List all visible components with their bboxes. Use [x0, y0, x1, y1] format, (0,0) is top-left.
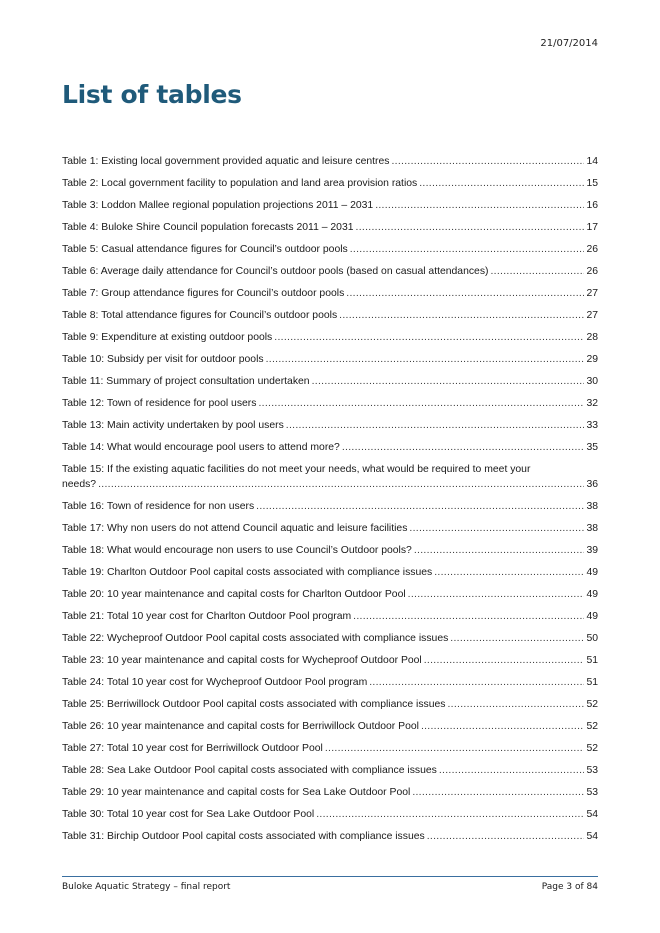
dot-leader	[421, 719, 585, 734]
toc-entry-label-continued: needs?	[62, 479, 97, 490]
toc-entry-label: Table 11: Summary of project consultation undertaken	[62, 376, 310, 387]
dot-leader	[369, 675, 584, 690]
toc-entry-page: 26	[586, 244, 598, 255]
toc-entry-label: Table 4: Buloke Shire Council population forecasts 2011 – 2031	[62, 222, 354, 233]
toc-entry-label: Table 14: What would encourage pool users to attend more?	[62, 442, 340, 453]
toc-entry-label: Table 25: Berriwillock Outdoor Pool capital costs associated with compliance issues	[62, 699, 446, 710]
dot-leader	[353, 609, 584, 624]
dot-leader	[419, 176, 584, 191]
toc-entry-page: 51	[586, 655, 598, 666]
toc-entry[interactable]	[62, 396, 598, 411]
toc-entry-page: 52	[586, 721, 598, 732]
toc-entry[interactable]	[62, 675, 598, 690]
toc-entry-label: Table 3: Loddon Mallee regional population projections 2011 – 2031	[62, 200, 374, 211]
header-date: 21/07/2014	[540, 38, 598, 49]
page-title: List of tables	[62, 80, 242, 109]
toc-entry-label: Table 22: Wycheproof Outdoor Pool capital costs associated with compliance issues	[62, 633, 449, 644]
dot-leader	[98, 477, 584, 492]
dot-leader	[286, 418, 585, 433]
toc-entry[interactable]	[62, 565, 598, 580]
dot-leader	[439, 763, 585, 778]
toc-entry-page: 54	[586, 831, 598, 842]
toc-entry[interactable]	[62, 374, 598, 389]
toc-entry[interactable]	[62, 785, 598, 800]
toc-entry-page: 26	[586, 266, 598, 277]
toc-entry[interactable]	[62, 352, 598, 367]
toc-entry-label: Table 23: 10 year maintenance and capital costs for Wycheproof Outdoor Pool	[62, 655, 422, 666]
toc-entry[interactable]	[62, 521, 598, 536]
toc-entry[interactable]	[62, 543, 598, 558]
toc-entry-label: Table 26: 10 year maintenance and capital costs for Berriwillock Outdoor Pool	[62, 721, 419, 732]
dot-leader	[266, 352, 585, 367]
toc-entry-page: 28	[586, 332, 598, 343]
toc-entry[interactable]	[62, 154, 598, 169]
toc-entry[interactable]	[62, 220, 598, 235]
toc-entry-label: Table 19: Charlton Outdoor Pool capital costs associated with compliance issues	[62, 567, 433, 578]
toc-entry[interactable]	[62, 440, 598, 455]
toc-entry-page: 30	[586, 376, 598, 387]
toc-entry-page: 38	[586, 501, 598, 512]
toc-entry[interactable]	[62, 587, 598, 602]
toc-entry-page: 32	[586, 398, 598, 409]
toc-entry[interactable]	[62, 198, 598, 213]
toc-entry-page: 51	[586, 677, 598, 688]
footer-divider	[62, 876, 598, 877]
toc-entry-label: Table 27: Total 10 year cost for Berriwillock Outdoor Pool	[62, 743, 323, 754]
table-of-tables	[62, 154, 598, 851]
toc-entry-label: Table 21: Total 10 year cost for Charlton Outdoor Pool program	[62, 611, 352, 622]
toc-entry-label: Table 13: Main activity undertaken by pool users	[62, 420, 284, 431]
dot-leader	[412, 785, 584, 800]
toc-entry-label: Table 9: Expenditure at existing outdoor pools	[62, 332, 273, 343]
toc-entry-label: Table 15: If the existing aquatic facilities do not meet your needs, what would be required to meet your	[62, 464, 531, 475]
toc-entry-page: 49	[586, 611, 598, 622]
dot-leader	[356, 220, 585, 235]
toc-entry-page: 27	[586, 310, 598, 321]
dot-leader	[408, 587, 585, 602]
toc-entry[interactable]	[62, 242, 598, 257]
toc-entry[interactable]	[62, 697, 598, 712]
toc-entry-label: Table 28: Sea Lake Outdoor Pool capital costs associated with compliance issues	[62, 765, 437, 776]
toc-entry-page: 38	[586, 523, 598, 534]
toc-entry-label: Table 2: Local government facility to population and land area provision ratios	[62, 178, 418, 189]
toc-entry-page: 27	[586, 288, 598, 299]
toc-entry-label: Table 17: Why non users do not attend Council aquatic and leisure facilities	[62, 523, 408, 534]
dot-leader	[316, 807, 584, 822]
toc-entry[interactable]	[62, 462, 598, 492]
toc-entry[interactable]	[62, 653, 598, 668]
toc-entry-page: 49	[586, 589, 598, 600]
dot-leader	[414, 543, 585, 558]
dot-leader	[375, 198, 584, 213]
dot-leader	[434, 565, 584, 580]
dot-leader	[339, 308, 584, 323]
toc-entry-label: Table 5: Casual attendance figures for Council’s outdoor pools	[62, 244, 348, 255]
toc-entry-page: 52	[586, 699, 598, 710]
toc-entry[interactable]	[62, 719, 598, 734]
toc-entry[interactable]	[62, 264, 598, 279]
toc-entry-label: Table 8: Total attendance figures for Council’s outdoor pools	[62, 310, 338, 321]
toc-entry[interactable]	[62, 286, 598, 301]
toc-entry[interactable]	[62, 176, 598, 191]
toc-entry[interactable]	[62, 741, 598, 756]
toc-entry-label: Table 12: Town of residence for pool users	[62, 398, 257, 409]
toc-entry[interactable]	[62, 763, 598, 778]
dot-leader	[450, 631, 584, 646]
toc-entry-page: 35	[586, 442, 598, 453]
dot-leader	[424, 653, 585, 668]
toc-entry[interactable]	[62, 631, 598, 646]
dot-leader	[491, 264, 585, 279]
dot-leader	[409, 521, 584, 536]
toc-entry-page: 53	[586, 787, 598, 798]
toc-entry-label: Table 24: Total 10 year cost for Wycheproof Outdoor Pool program	[62, 677, 368, 688]
toc-entry-label: Table 31: Birchip Outdoor Pool capital costs associated with compliance issues	[62, 831, 425, 842]
toc-entry-label: Table 18: What would encourage non users to use Council’s Outdoor pools?	[62, 545, 412, 556]
toc-entry-label: Table 10: Subsidy per visit for outdoor pools	[62, 354, 264, 365]
dot-leader	[346, 286, 584, 301]
dot-leader	[258, 396, 584, 411]
toc-entry-label: Table 20: 10 year maintenance and capital costs for Charlton Outdoor Pool	[62, 589, 406, 600]
toc-entry[interactable]	[62, 499, 598, 514]
dot-leader	[447, 697, 584, 712]
toc-entry-label: Table 7: Group attendance figures for Council’s outdoor pools	[62, 288, 345, 299]
toc-entry-label: Table 30: Total 10 year cost for Sea Lake Outdoor Pool	[62, 809, 315, 820]
dot-leader	[342, 440, 585, 455]
dot-leader	[274, 330, 584, 345]
toc-entry-label: Table 16: Town of residence for non users	[62, 501, 255, 512]
toc-entry-label: Table 1: Existing local government provided aquatic and leisure centres	[62, 156, 390, 167]
dot-leader	[350, 242, 585, 257]
dot-leader	[312, 374, 585, 389]
toc-entry-page: 49	[586, 567, 598, 578]
footer-page-number: Page 3 of 84	[541, 882, 598, 892]
dot-leader	[256, 499, 584, 514]
toc-entry-page: 14	[586, 156, 598, 167]
toc-entry-label: Table 29: 10 year maintenance and capital costs for Sea Lake Outdoor Pool	[62, 787, 411, 798]
toc-entry-page: 52	[586, 743, 598, 754]
toc-entry-page: 16	[586, 200, 598, 211]
toc-entry-page: 53	[586, 765, 598, 776]
toc-entry[interactable]	[62, 609, 598, 624]
toc-entry-page: 36	[586, 479, 598, 490]
toc-entry-page: 29	[586, 354, 598, 365]
toc-entry-page: 39	[586, 545, 598, 556]
dot-leader	[325, 741, 585, 756]
toc-entry-page: 17	[586, 222, 598, 233]
toc-entry[interactable]	[62, 829, 598, 844]
dot-leader	[392, 154, 585, 169]
toc-entry-label: Table 6: Average daily attendance for Council’s outdoor pools (based on casual attendances)	[62, 266, 489, 277]
toc-entry[interactable]	[62, 418, 598, 433]
toc-entry-page: 54	[586, 809, 598, 820]
toc-entry-page: 15	[586, 178, 598, 189]
toc-entry[interactable]	[62, 807, 598, 822]
dot-leader	[427, 829, 585, 844]
toc-entry-page: 33	[586, 420, 598, 431]
toc-entry[interactable]	[62, 308, 598, 323]
footer-document-title: Buloke Aquatic Strategy – final report	[62, 882, 231, 892]
toc-entry[interactable]	[62, 330, 598, 345]
toc-entry-page: 50	[586, 633, 598, 644]
